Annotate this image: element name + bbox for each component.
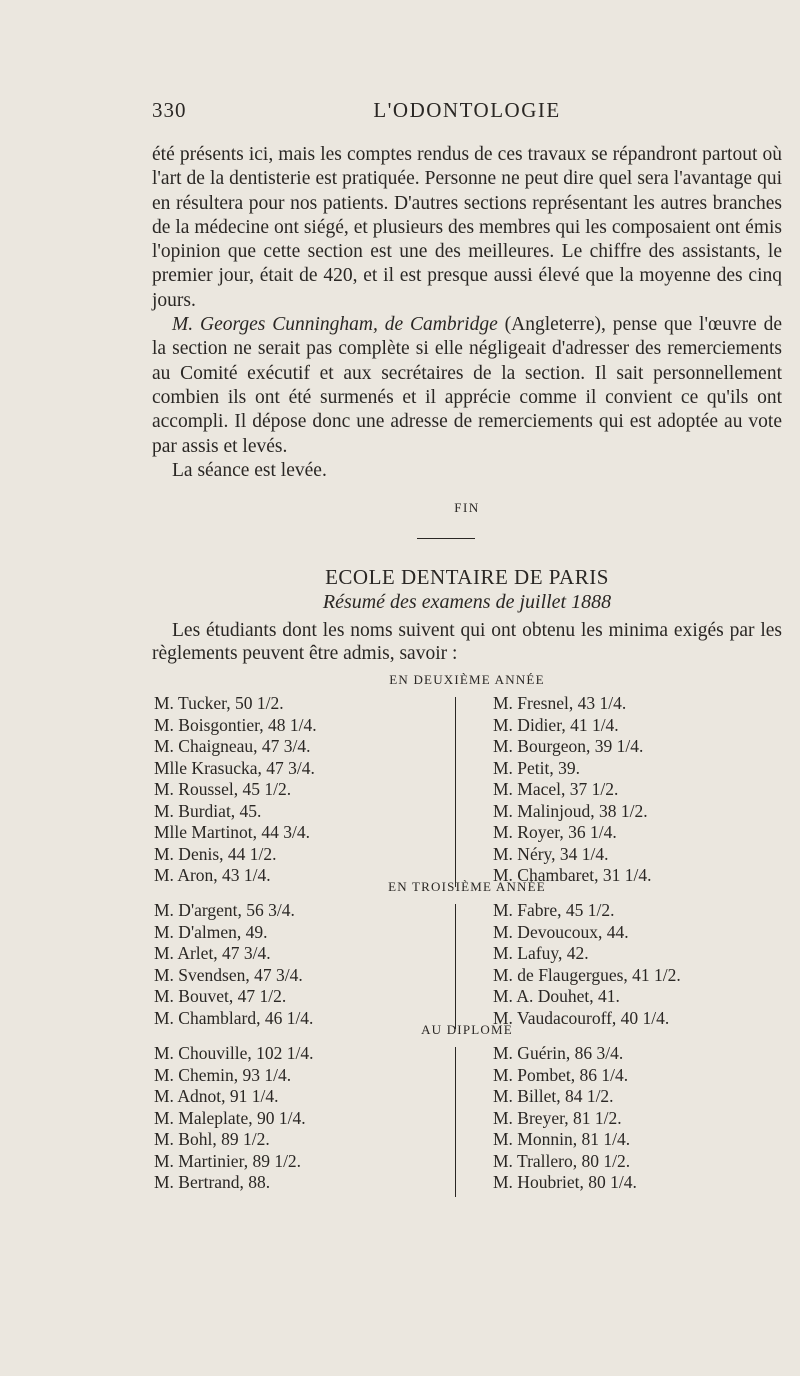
page-number: 330: [152, 98, 187, 122]
intro-paragraph: Les étudiants dont les noms suivent qui ont obtenu les minima exigés par les règlements peuvent être admis, savoir :: [152, 620, 782, 664]
right-column: [493, 1043, 637, 1194]
paragraph-cunningham: [152, 313, 782, 459]
speaker-name: M. Georges Cunningham, de Cambridge: [172, 314, 498, 336]
body-text: [152, 143, 782, 483]
list-item: M. Chaigneau, 47 3/4.: [154, 736, 311, 756]
list-item: M. Chamblard, 46 1/4.: [154, 1007, 314, 1028]
list-item: M. Néry, 34 1/4.: [493, 843, 609, 864]
list-item: M. Fresnel, 43 1/4.: [493, 693, 627, 713]
running-title: L'ODONTOLOGIE: [373, 98, 561, 122]
section-title: ECOLE DENTAIRE DE PARIS: [325, 565, 609, 589]
list-item: M. Svendsen, 47 3/4.: [154, 964, 303, 985]
group-heading-diplome: AU DIPLOME: [421, 1022, 513, 1037]
list-item: M. Tucker, 50 1/2.: [154, 693, 284, 713]
section-intro: [152, 619, 782, 665]
list-item: M. Malinjoud, 38 1/2.: [493, 800, 648, 821]
list-item: M. Roussel, 45 1/2.: [154, 779, 292, 799]
list-item: M. Bouvet, 47 1/2.: [154, 986, 287, 1006]
list-item: M. Chambaret, 31 1/4.: [493, 865, 652, 885]
list-item: M. Royer, 36 1/4.: [493, 822, 617, 842]
list-item: M. Arlet, 47 3/4.: [154, 943, 271, 963]
list-item: M. Monnin, 81 1/4.: [493, 1129, 631, 1149]
section-subtitle: Résumé des examens de juillet 1888: [322, 591, 612, 613]
list-item: M. Adnot, 91 1/4.: [154, 1086, 279, 1106]
list-item: M. Bourgeon, 39 1/4.: [493, 736, 644, 756]
list-item: M. Martinier, 89 1/2.: [154, 1150, 302, 1171]
paragraph-seance-levee: La séance est levée.: [172, 459, 327, 481]
list-item: M. Vaudacouroff, 40 1/4.: [493, 1007, 670, 1028]
list-item: M. Chemin, 93 1/4.: [154, 1064, 292, 1085]
list-item: M. A. Douhet, 41.: [493, 986, 620, 1006]
column-divider: [455, 1047, 456, 1197]
list-item: M. Aron, 43 1/4.: [154, 865, 271, 885]
list-item: M. Guérin, 86 3/4.: [493, 1043, 624, 1063]
list-item: M. Burdiat, 45.: [154, 800, 262, 821]
list-item: M. Breyer, 81 1/2.: [493, 1107, 622, 1128]
list-item: M. Denis, 44 1/2.: [154, 843, 277, 864]
list-item: M. D'almen, 49.: [154, 921, 268, 942]
list-item: M. Didier, 41 1/4.: [493, 714, 619, 735]
section-divider-rule: [417, 538, 475, 539]
page-header: [152, 98, 782, 128]
paragraph-closing-remarks: été présents ici, mais les comptes rendus de ces travaux se répandront partout où l'art de la dentisterie est pratiquée. Personne ne peut dire quel sera l'avantage qui en résultera pour nos patients. D'autres sections représentant les autres branches de la médecine ont siégé, et plusieurs des membres qui les composaient ont émis l'opinion que cette section est une des meilleures. Le chiffre des assistants, le premier jour, était de 420, et il est presque aussi élevé que la moyenne des cinq jours.: [152, 144, 782, 311]
list-item: M. Pombet, 86 1/4.: [493, 1064, 629, 1085]
list-item: M. Houbriet, 80 1/4.: [493, 1172, 637, 1192]
left-column: [154, 900, 313, 1029]
left-column: [154, 1043, 313, 1194]
paragraph-cunningham-text: (Angleterre), pense que l'œuvre de la section ne serait pas complète si elle négligeait d'adresser des remerciements au Comité exécutif et aux secrétaires de la section. Il sait personnellement combien ils ont été surmenés et il apprécie comme il convient ce qu'ils ont accompli. Il dépose donc une adresse de remerciements qui est adoptée au vote par assis et levés.: [152, 314, 782, 457]
group-heading-deuxieme-annee: EN DEUXIÈME ANNÉE: [389, 672, 545, 687]
left-column: [154, 693, 317, 887]
column-divider: [455, 904, 456, 1029]
list-item: M. Lafuy, 42.: [493, 943, 589, 963]
list-item: M. D'argent, 56 3/4.: [154, 900, 295, 920]
list-item: M. Macel, 37 1/2.: [493, 779, 619, 799]
list-item: M. Boisgontier, 48 1/4.: [154, 714, 317, 735]
list-item: M. Devoucoux, 44.: [493, 921, 629, 942]
list-item: M. Trallero, 80 1/2.: [493, 1150, 631, 1171]
right-column: [493, 693, 651, 887]
list-item: M. Chouville, 102 1/4.: [154, 1043, 314, 1063]
list-item: M. Bohl, 89 1/2.: [154, 1129, 270, 1149]
list-item: M. de Flaugergues, 41 1/2.: [493, 964, 681, 985]
list-item: M. Maleplate, 90 1/4.: [154, 1107, 306, 1128]
list-item: M. Petit, 39.: [493, 757, 581, 778]
list-item: Mlle Martinot, 44 3/4.: [154, 822, 311, 842]
list-item: Mlle Krasucka, 47 3/4.: [154, 757, 315, 778]
list-item: M. Bertrand, 88.: [154, 1172, 271, 1192]
group-heading-troisieme-annee: EN TROISIÈME ANNÉE: [388, 879, 546, 894]
right-column: [493, 900, 681, 1029]
column-divider: [455, 697, 456, 887]
fin-label: FIN: [454, 500, 480, 515]
list-item: M. Fabre, 45 1/2.: [493, 900, 615, 920]
list-item: M. Billet, 84 1/2.: [493, 1086, 614, 1106]
